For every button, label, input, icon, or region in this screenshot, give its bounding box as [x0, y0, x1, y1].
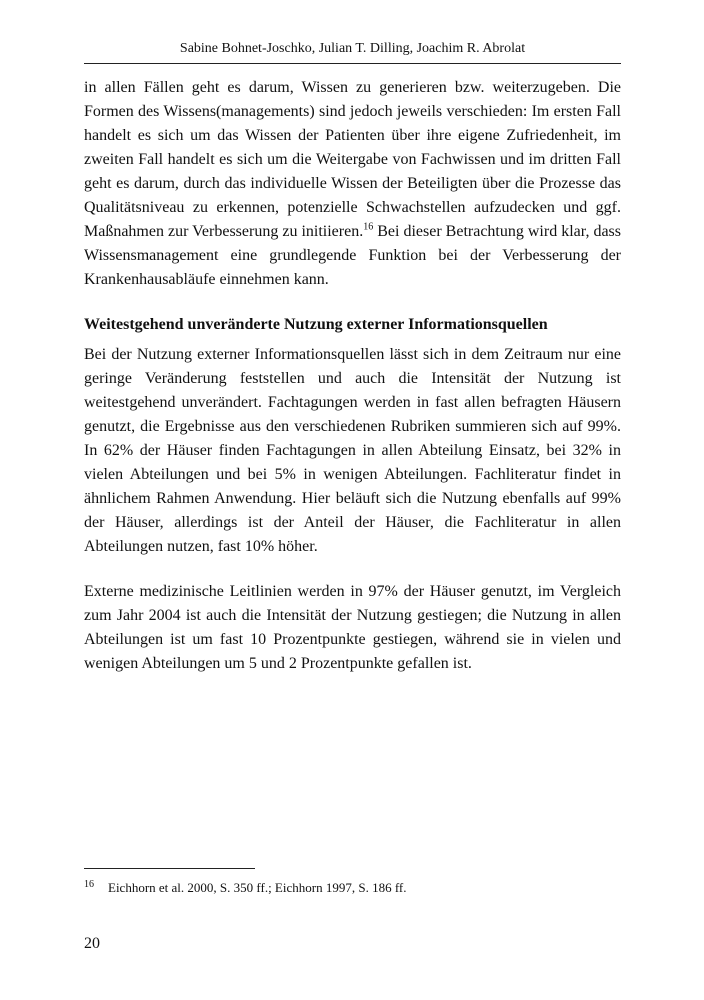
- footnote-divider: [84, 868, 255, 869]
- intro-paragraph: [84, 76, 621, 292]
- body-text: [84, 76, 621, 676]
- section-paragraph: Bei der Nutzung externer Informationsquellen lässt sich in dem Zeitraum nur eine geringe Veränderung feststellen und auch die Intensität der Nutzung ist weitestgehend unverändert. Fachtagungen werden in fast allen befragten Häusern genutzt, die Ergebnisse aus den verschiedenen Rubriken summieren sich auf 99%. In 62% der Häuser finden Fachtagungen in allen Abteilung Einsatz, bei 32% in vielen Abteilungen und bei 5% in wenigen Abteilungen. Fachliteratur findet in ähnlichem Rahmen Anwendung. Hier beläuft sich die Nutzung ebenfalls auf 99% der Häuser, allerdings ist der Anteil der Häuser, die Fachliteratur in allen Abteilungen nutzen, fast 10% höher.: [84, 346, 621, 555]
- section-paragraph: Externe medizinische Leitlinien werden in 97% der Häuser genutzt, im Vergleich zum Jahr 2004 ist auch die Intensität der Nutzung gestiegen; die Nutzung in allen Abteilungen ist um fast 10 Prozentpunkte gestiegen, während sie in vielen und wenigen Abteilungen um 5 und 2 Prozentpunkte gefallen ist.: [84, 583, 621, 672]
- paragraph-spacer: [84, 559, 621, 580]
- paragraph-spacer: [84, 292, 621, 313]
- page-number: 20: [84, 935, 100, 952]
- footnote: 16 Eichhorn et al. 2000, S. 350 ff.; Eichhorn 1997, S. 186 ff.: [84, 878, 407, 895]
- running-header: Sabine Bohnet-Joschko, Julian T. Dilling, Joachim R. Abrolat: [179, 41, 526, 56]
- intro-paragraph-text: in allen Fällen geht es darum, Wissen zu generieren bzw. weiterzugeben. Die Formen des Wissens(managements) sind jedoch jeweils verschieden: Im ersten Fall handelt es sich um das Wissen der Patienten über ihre eigene Zufriedenheit, im zweiten Fall handelt es sich um die Weitergabe von Fachwissen und im dritten Fall geht es darum, durch das individuelle Wissen der Beteiligten über die Prozesse das Qualitätsniveau zu erkennen, potenzielle Schwachstellen aufzudecken und ggf. Maßnahmen zur Verbesserung zu initiieren.: [84, 79, 621, 240]
- header-divider: [84, 63, 621, 64]
- footnote-reference[interactable]: 16: [363, 221, 374, 233]
- section-heading: Weitestgehend unveränderte Nutzung externer Informationsquellen: [84, 316, 548, 333]
- footnote-text: Eichhorn et al. 2000, S. 350 ff.; Eichhorn 1997, S. 186 ff.: [108, 880, 407, 895]
- intro-paragraph-text-continued: Bei dieser Betrachtung wird klar, dass Wissensmanagement eine grundlegende Funktion bei der Verbesserung der Krankenhausabläufe einnehmen kann.: [84, 223, 622, 288]
